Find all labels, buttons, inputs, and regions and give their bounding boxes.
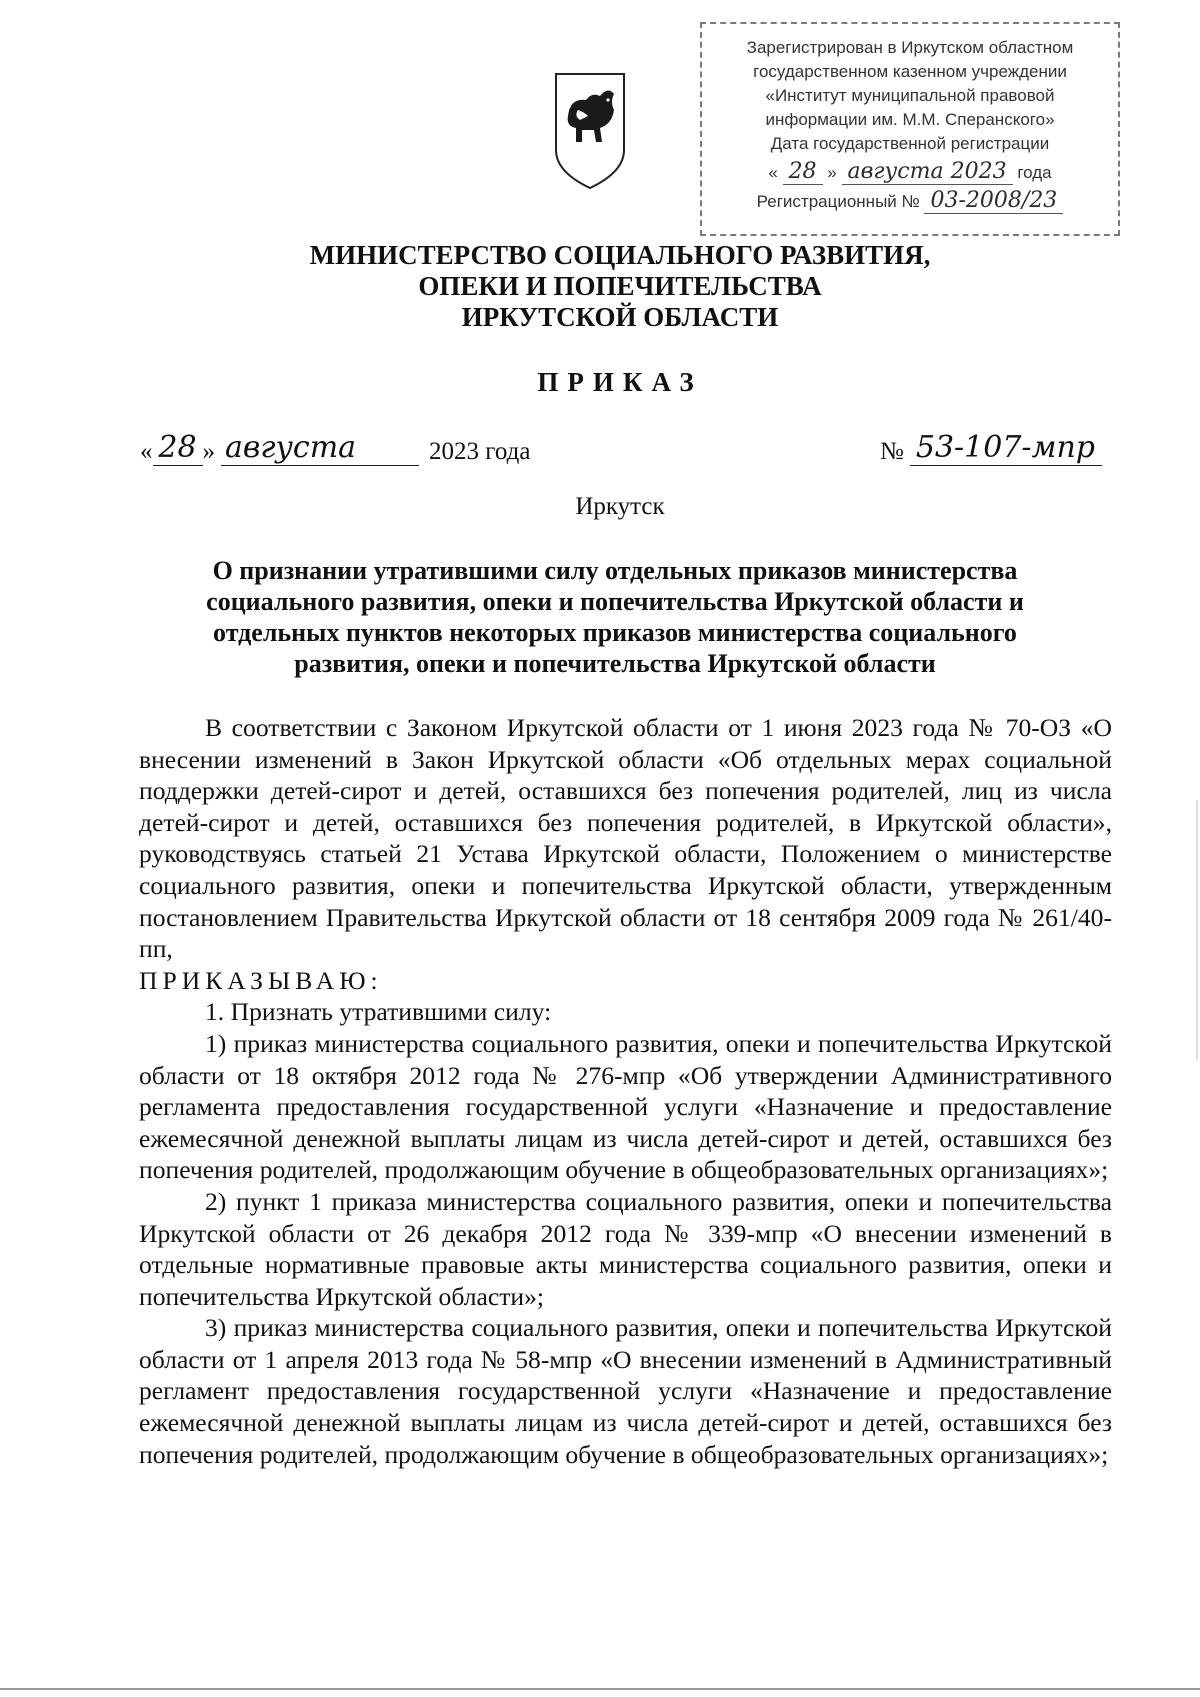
order-date <box>140 430 530 466</box>
stamp-date-suffix: года <box>1017 163 1052 182</box>
stamp-date-open: « <box>768 163 778 182</box>
stamp-reg-number: 03-2008/23 <box>924 189 1063 214</box>
number-value: 53-107-мпр <box>910 430 1102 466</box>
date-open-quote: « <box>140 438 153 465</box>
stamp-line: информации им. М.М. Сперанского» <box>765 110 1055 129</box>
date-year: 2023 года <box>429 438 531 465</box>
doc-type-title: ПРИКАЗ <box>537 367 703 397</box>
stamp-reg-label: Регистрационный № <box>756 192 920 211</box>
item-1: 1. Признать утратившими силу: <box>205 997 552 1027</box>
title-line: отдельных пунктов некоторых приказов министерства социального <box>213 618 1017 647</box>
document-body <box>139 712 1112 1470</box>
scan-edge-mark <box>1196 800 1198 1060</box>
document-title <box>150 555 1080 679</box>
stamp-date-mid: » <box>827 163 837 182</box>
stamp-line: Дата государственной регистрации <box>770 134 1050 153</box>
stamp-date-row <box>702 160 1118 185</box>
ministry-line: МИНИСТЕРСТВО СОЦИАЛЬНОГО РАЗВИТИЯ, <box>309 240 931 270</box>
title-line: развития, опеки и попечительства Иркутской области <box>294 649 936 678</box>
scan-bottom-edge <box>0 1688 1200 1690</box>
date-close-quote: » <box>202 438 215 465</box>
ministry-line: ОПЕКИ И ПОПЕЧИТЕЛЬСТВА <box>418 271 822 301</box>
ministry-line: ИРКУТСКОЙ ОБЛАСТИ <box>461 302 779 332</box>
title-line: социального развития, опеки и попечительства Иркутской области и <box>206 587 1024 616</box>
order-word: ПРИКАЗЫВАЮ: <box>139 965 383 995</box>
subitem-2: 2) пункт 1 приказа министерства социального развития, опеки и попечительства Иркутской области от 26 декабря 2012 года № 339-мпр «О внесении изменений в отдельные нормативные правовые акты министерства социального развития, опеки и попечительства Иркутской области»; <box>139 1186 1112 1311</box>
subitem-1: 1) приказ министерства социального развития, опеки и попечительства Иркутской области от 18 октября 2012 года № 276-мпр «Об утверждении Административного регламента предоставления государственной услуги «Назначение и предоставление ежемесячной денежной выплаты лицам из числа детей-сирот и детей, оставшихся без попечения родителей, продолжающим обучение в общеобразовательных организациях»; <box>139 1028 1112 1185</box>
subitem-3: 3) приказ министерства социального развития, опеки и попечительства Иркутской области от 1 апреля 2013 года № 58-мпр «О внесении изменений в Административный регламент предоставления государственной услуги «Назначение и предоставление ежемесячной денежной выплаты лицам из числа детей-сирот и детей, оставшихся без попечения родителей, продолжающим обучение в общеобразовательных организациях»; <box>139 1313 1112 1469</box>
number-label: № <box>880 438 904 465</box>
date-day: 28 <box>153 430 203 466</box>
stamp-reg-row <box>702 189 1118 214</box>
coat-of-arms-icon <box>552 72 628 190</box>
stamp-line: «Институт муниципальной правовой <box>765 86 1055 105</box>
city: Иркутск <box>575 493 665 520</box>
preamble-paragraph: В соответствии с Законом Иркутской области от 1 июня 2023 года № 70-ОЗ «О внесении изменений в Закон Иркутской области «Об отдельных мерах социальной поддержки детей-сирот и детей, оставшихся без попечения родителей, лиц из числа детей-сирот и детей, оставшихся без попечения родителей, в Иркутской области», руководствуясь статьей 21 Устава Иркутской области, Положением о министерстве социального развития, опеки и попечительства Иркутской области, утвержденным постановлением Правительства Иркутской области от 18 сентября 2009 года № 261/40-пп, <box>139 713 1112 964</box>
date-month: августа <box>221 430 419 466</box>
ministry-header <box>180 240 1060 333</box>
stamp-line: Зарегистрирован в Иркутском областном <box>746 38 1074 57</box>
stamp-date-day: 28 <box>783 160 823 185</box>
stamp-date-month-year: августа 2023 <box>842 160 1013 185</box>
stamp-line: государственном казенном учреждении <box>753 62 1067 81</box>
registration-stamp <box>700 22 1120 236</box>
order-number <box>880 430 1102 466</box>
title-line: О признании утратившими силу отдельных приказов министерства <box>212 556 1018 585</box>
